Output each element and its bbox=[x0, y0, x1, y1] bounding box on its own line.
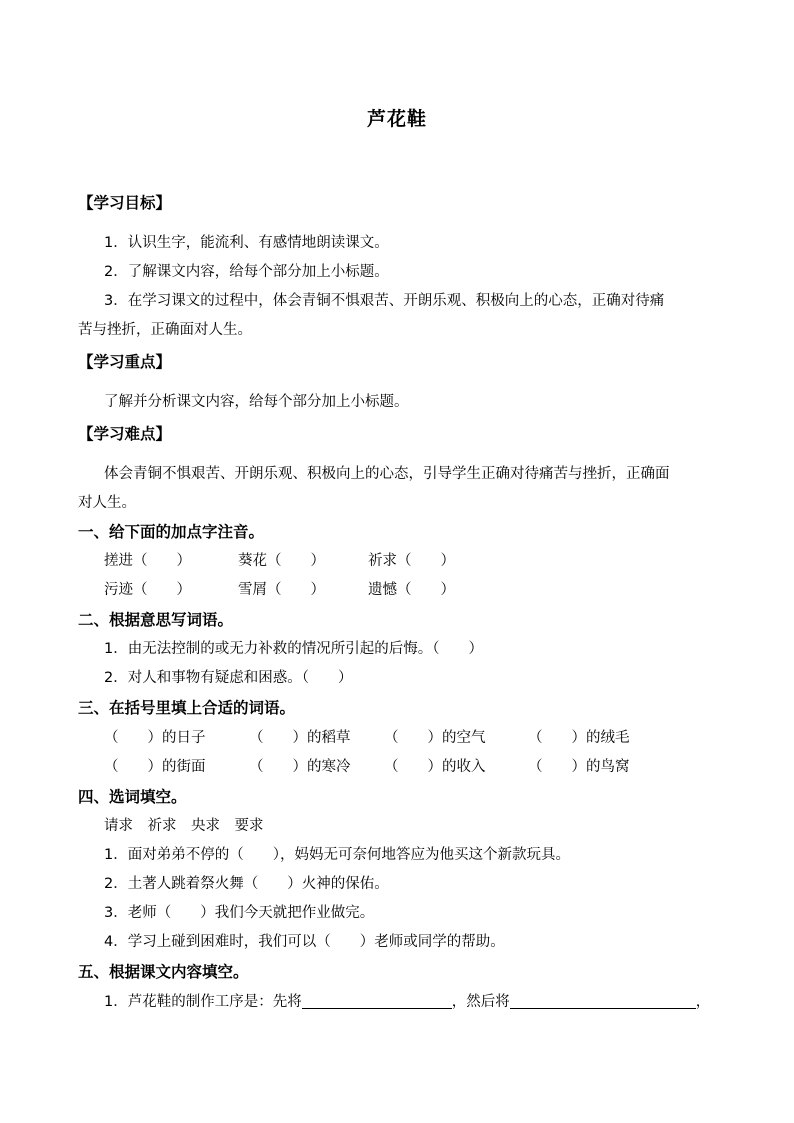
q1-blank-item: 搓进（ ） bbox=[104, 553, 191, 569]
q1-blank-item: 污迹（ ） bbox=[104, 582, 191, 598]
goals-heading: 【学习目标】 bbox=[78, 194, 172, 212]
q1-blank-item: 遗憾（ ） bbox=[368, 582, 455, 598]
focus-heading: 【学习重点】 bbox=[78, 353, 172, 371]
goal-item-3: 3．在学习课文的过程中，体会青铜不惧艰苦、开朗乐观、积极向上的心态，正确对待痛 bbox=[104, 293, 665, 309]
q1-blank-item: 雪屑（ ） bbox=[238, 582, 325, 598]
q5-item-1 bbox=[104, 992, 710, 1012]
q5-item-1-text-b: ，然后将 bbox=[451, 994, 510, 1010]
q4-heading: 四、选词填空。 bbox=[78, 788, 187, 806]
answer-blank-line[interactable] bbox=[302, 992, 452, 1009]
difficulty-line-1: 体会青铜不惧艰苦、开朗乐观、积极向上的心态，引导学生正确对待痛苦与挫折，正确面 bbox=[104, 466, 670, 482]
q4-item-4: 4．学习上碰到困难时，我们可以（ ）老师或同学的帮助。 bbox=[104, 934, 505, 950]
q3-blank-item: （ ）的稻草 bbox=[249, 730, 351, 746]
goal-item-3-continued: 苦与挫折，正确面对人生。 bbox=[78, 322, 252, 338]
goal-item-1: 1．认识生字，能流利、有感情地朗读课文。 bbox=[104, 235, 389, 251]
difficulty-heading: 【学习难点】 bbox=[78, 425, 172, 443]
q3-blank-item: （ ）的绒毛 bbox=[528, 730, 630, 746]
page-title: 芦花鞋 bbox=[366, 108, 427, 130]
difficulty-line-2: 对人生。 bbox=[78, 495, 136, 511]
q3-blank-item: （ ）的空气 bbox=[384, 730, 486, 746]
q2-heading: 二、根据意思写词语。 bbox=[78, 611, 234, 629]
q4-item-3: 3．老师（ ）我们今天就把作业做完。 bbox=[104, 905, 375, 921]
q2-item-1: 1．由无法控制的或无力补救的情况所引起的后悔。（ ） bbox=[104, 641, 483, 657]
q1-blank-item: 葵花（ ） bbox=[238, 553, 325, 569]
q3-blank-item: （ ）的寒冷 bbox=[249, 759, 351, 775]
q4-item-1: 1．面对弟弟不停的（ ），妈妈无可奈何地答应为他买这个新款玩具。 bbox=[104, 847, 570, 863]
q3-blank-item: （ ）的收入 bbox=[384, 759, 486, 775]
goal-item-2: 2．了解课文内容，给每个部分加上小标题。 bbox=[104, 264, 389, 280]
q4-item-2: 2．土著人跳着祭火舞（ ）火神的保佑。 bbox=[104, 876, 389, 892]
focus-text: 了解并分析课文内容，给每个部分加上小标题。 bbox=[104, 394, 409, 410]
q1-blank-item: 祈求（ ） bbox=[368, 553, 455, 569]
q4-word-bank: 请求 祈求 央求 要求 bbox=[104, 818, 264, 834]
answer-blank-line[interactable] bbox=[510, 992, 696, 1009]
q5-item-1-text-a: 1．芦花鞋的制作工序是：先将 bbox=[104, 994, 302, 1010]
q3-heading: 三、在括号里填上合适的词语。 bbox=[78, 699, 296, 717]
q3-blank-item: （ ）的鸟窝 bbox=[528, 759, 630, 775]
q3-blank-item: （ ）的日子 bbox=[104, 730, 206, 746]
q5-heading: 五、根据课文内容填空。 bbox=[78, 963, 249, 981]
q5-item-1-text-c: ， bbox=[695, 994, 711, 1010]
q3-blank-item: （ ）的街面 bbox=[104, 759, 206, 775]
q2-item-2: 2．对人和事物有疑虑和困惑。（ ） bbox=[104, 670, 353, 686]
q1-heading: 一、给下面的加点字注音。 bbox=[78, 523, 265, 541]
